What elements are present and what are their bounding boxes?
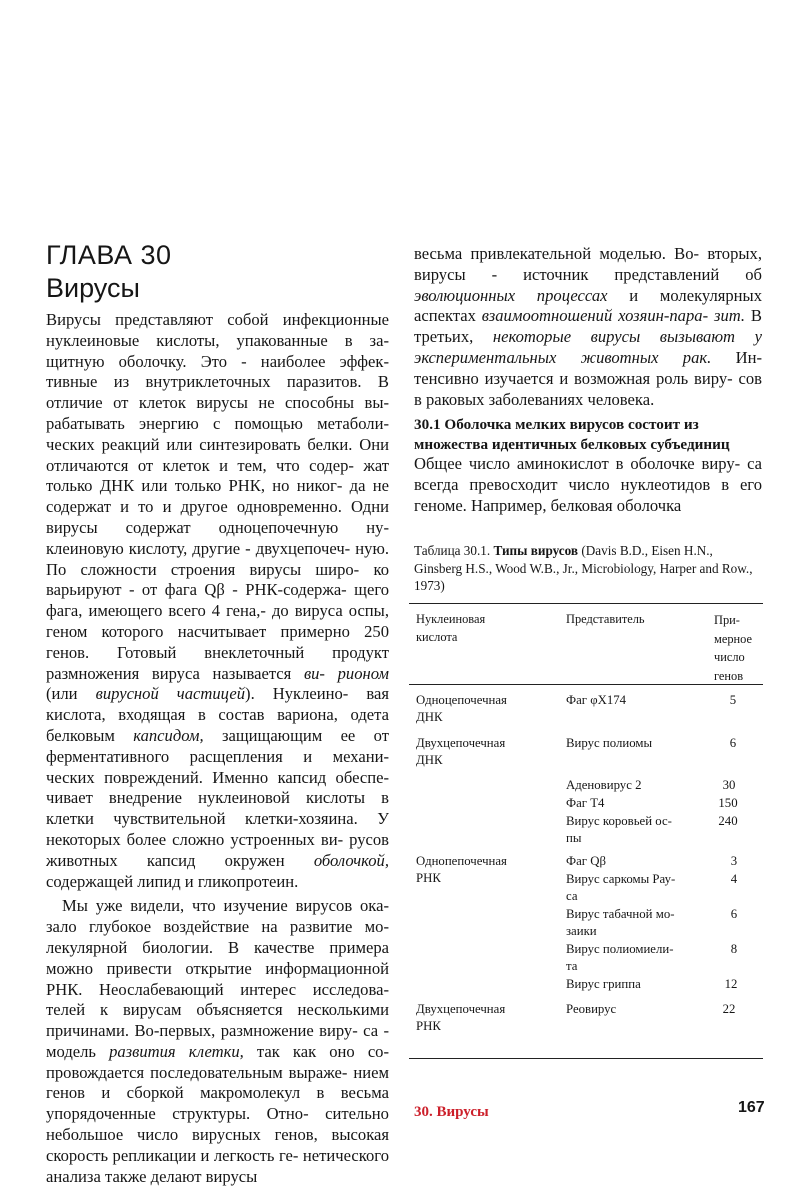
table-row: Реовирус (566, 1002, 617, 1016)
header-nucleic-acid: Нуклеиновая кислота (416, 612, 486, 644)
header-gene-count: При- мерное число генов (714, 613, 753, 683)
table-row: Фаг Qβ (566, 854, 606, 868)
acid-ds-rna: Двухцепочечная РНК (416, 1002, 506, 1033)
table-row: Вирус полиомиели- та (566, 942, 674, 973)
research-interest-paragraph: Мы уже видели, что изучение вирусов ока- зало глубокое воздействие на развитие мо- лекулярной биологии. В качестве примера можно привести открытие информационной РНК. Неослабевающий интерес исследова- телей к вирусам объясняется несколькими причинами. Во-первых, размножение виру- са - модель развития клетки, так как оно со- провождается последовательным выраже- нием генов и сборкой макромолекул в весьма упорядоченные структуры. Отно- сительно небольшое число вирусных генов, высокая скорость репликации и легкость ге- нетического анализа также делают вирусы (46, 896, 390, 1186)
table-row: Вирус гриппа (566, 977, 641, 991)
gene-count-cell: 6 (729, 736, 737, 750)
page-number: 167 (738, 1099, 765, 1116)
gene-count-cell: 5 (729, 693, 737, 707)
table-header-rule (409, 684, 763, 685)
gene-count-cell: 30 (722, 778, 736, 792)
table-row: Вирус саркомы Рау- са (566, 872, 676, 903)
gene-count-cell: 4 (730, 872, 738, 886)
gene-count-cell: 22 (722, 1002, 736, 1016)
table-row: Фаг T4 (566, 796, 605, 810)
gene-count-cell: 3 (730, 854, 738, 868)
chapter-title: Вирусы (46, 273, 140, 303)
table-row: Фаг φX174 (566, 693, 627, 707)
table-row: Вирус полиомы (566, 736, 653, 750)
chapter-label: ГЛАВА 30 (46, 240, 172, 270)
acid-ss-rna: Однопепочечная РНК (416, 854, 507, 885)
table-bottom-rule (409, 1058, 763, 1059)
section-heading: 30.1 Оболочка мелких вирусов состоит из множества идентичных белковых субъединиц (414, 416, 730, 453)
section-body: Общее число аминокислот в оболочке виру- са всегда превосходит число нуклеотидов в его геноме. Например, белковая оболочка (414, 454, 763, 515)
intro-paragraph: Вирусы представляют собой инфекционные нуклеиновые кислоты, упакованные в за- щитную оболочку. Это - наиболее эффек- тивные из внутриклеточных паразитов. В отличие от клеток вирусы не способны вы- рабатывать энергию с помощью метаболи- ческих реакций или синтезировать белки. Они отличаются от клеток и тем, что содер- жат только ДНК или только РНК, но никог- да не содержат и то и другое одновременно. Одни вирусы содержат одноцепочечную ну- клеиновую кислоту, другие - двухцепочеч- ную. По сложности строения вирусы широ- ко варьируют - от фага Qβ - РНК-содержа- щего фага, имеющего всего 4 гена,- до вируса оспы, геном которого насчитывает примерно 250 генов. Готовый внеклеточный продукт размножения вируса называется ви- рионом (или вирусной частицей). Нуклеино- вая кислота, входящая в состав вариона, одета белковым капсидом, защищающим ее от ферментативного расщепления и механи- ческих повреждений. Именно капсид обеспе- чивает внедрение нуклеиновой кислоты в клетки чувствительной клетки-хозяина. У некоторых более сложно устроенных ви- русов животных капсид окружен оболочкой, содержащей липид и гликопротеин. (46, 310, 390, 891)
gene-count-cell: 12 (724, 977, 738, 991)
left-column (46, 310, 389, 1187)
table-row: Аденовирус 2 (566, 778, 642, 792)
gene-count-cell: 240 (718, 814, 738, 828)
acid-ds-dna: Двухцепочечная ДНК (416, 736, 506, 767)
running-footer-title: 30. Вирусы (414, 1104, 489, 1120)
table-row: Вирус коровьей ос- пы (566, 814, 672, 845)
gene-count-cell: 8 (730, 942, 738, 956)
gene-count-cell: 6 (730, 907, 738, 921)
right-column-continuation: весьма привлекательной моделью. Во- вторых, вирусы - источник представлений об эволюционных процессах и молекулярных аспектах взаимоотношений хозяин-пара- зит. В третьих, некоторые вирусы вызывают у экспериментальных животных рак. Ин- тенсивно изучается и возможная роль виру- сов в раковых заболеваниях человека. (414, 244, 762, 409)
table-top-rule (409, 603, 763, 604)
header-representative: Представитель (566, 612, 645, 626)
gene-count-cell: 150 (718, 796, 738, 810)
acid-ss-dna: Одноцепочечная ДНК (416, 693, 507, 724)
table-caption: Таблица 30.1. Типы вирусов (Davis B.D., Eisen H.N., Ginsberg H.S., Wood W.B., Jr., Microbiology, Harper and Row., 1973) (414, 543, 753, 593)
table-row: Вирус табачной мо- заики (566, 907, 675, 938)
